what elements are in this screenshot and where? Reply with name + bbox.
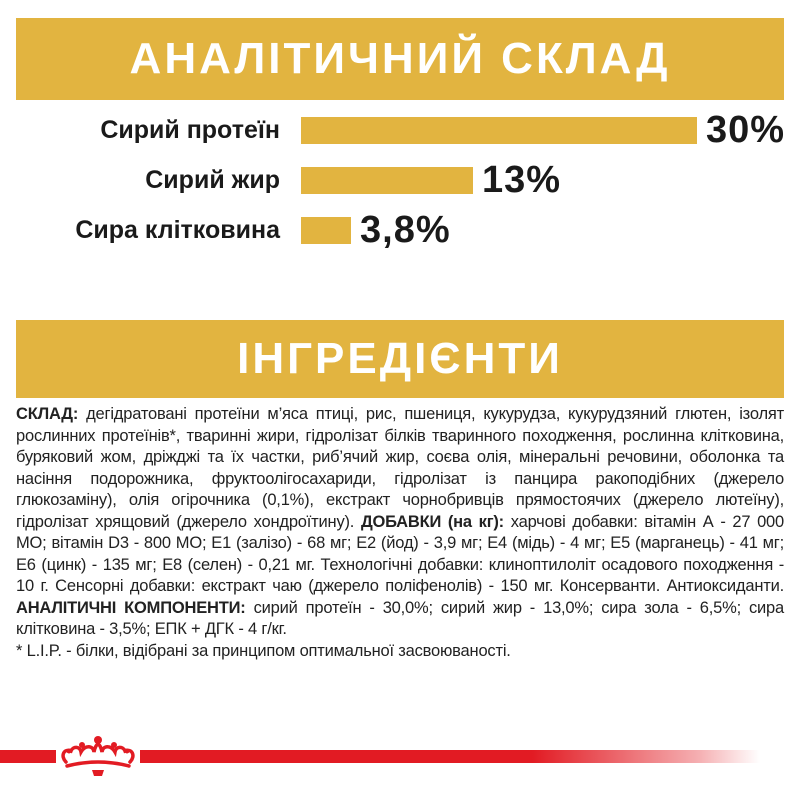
ingredients-title: ІНГРЕДІЄНТИ (237, 334, 563, 383)
nutrient-label: Сирий жир (145, 166, 280, 194)
nutrient-value: 3,8% (360, 209, 451, 251)
analytics-title-banner (16, 18, 784, 100)
nutrient-value: 30% (706, 109, 786, 151)
nutrient-bar (301, 117, 697, 144)
additives-label: ДОБАВКИ (на кг): (360, 512, 504, 531)
nutrient-label: Сира клітковина (75, 216, 280, 244)
composition-label: СКЛАД: (16, 405, 79, 423)
analytics-title: АНАЛІТИЧНИЙ СКЛАД (129, 34, 671, 83)
crown-logo (52, 718, 144, 778)
ingredients-text (16, 404, 784, 662)
additives-text: харчові добавки: вітамін А - 27 000 МО; вітамін D3 - 800 МО; Е1 (залізо) - 68 мг; Е2 (йод) - 3,9 мг; Е4 (мідь) - 4 мг; Е5 (марганець) - 41 мг; Е6 (цинк) - 135 мг; Е8 (селен) - 0,21 мг. Технологічні добавки: клиноптилоліт осадового походження - 10 г. Сенсорні добавки: екстракт чаю (джерело поліфенолів) - 150 мг. Консерванти. Антиоксиданти. (16, 512, 784, 595)
nutrient-value: 13% (482, 159, 562, 201)
nutrient-label: Сирий протеїн (100, 116, 280, 144)
nutrient-bar (301, 167, 473, 194)
analytical-components-label: АНАЛІТИЧНІ КОМПОНЕНТИ: (16, 598, 246, 617)
ingredients-title-banner (16, 320, 784, 398)
composition-text: дегідратовані протеїни м’яса птиці, рис, пшениця, кукурудза, кукурудзяний глютен, ізолят рослинних протеїнів*, тваринні жири, гідролізат білків тваринного походження, рослинна клітковина, буряковий жом, дріжджі та їх частки, риб’ячий жир, соєва олія, мінеральні речовини, оболонка та насіння подорожника, фруктоолігосахариди, гідролізат із панцира ракоподібних (джерело глюкозаміну), олія огірочника (0,1%), екстракт чорнобривців прямостоячих (джерело лютеїну), гідролізат хрящовий (джерело хондроїтину). (16, 405, 784, 531)
nutrient-bar (301, 217, 351, 244)
footnote: * L.I.P. - білки, відібрані за принципом оптимальної засвоюваності. (16, 641, 511, 660)
nutrient-row-protein (0, 110, 800, 150)
nutrient-row-fat (0, 160, 800, 200)
nutrient-row-fiber (0, 210, 800, 250)
analytical-components-text: сирий протеїн - 30,0%; сирий жир - 13,0%; сира зола - 6,5%; сира клітковина - 3,5%; ЕПК + ДГК - 4 г/кг. (16, 598, 784, 638)
